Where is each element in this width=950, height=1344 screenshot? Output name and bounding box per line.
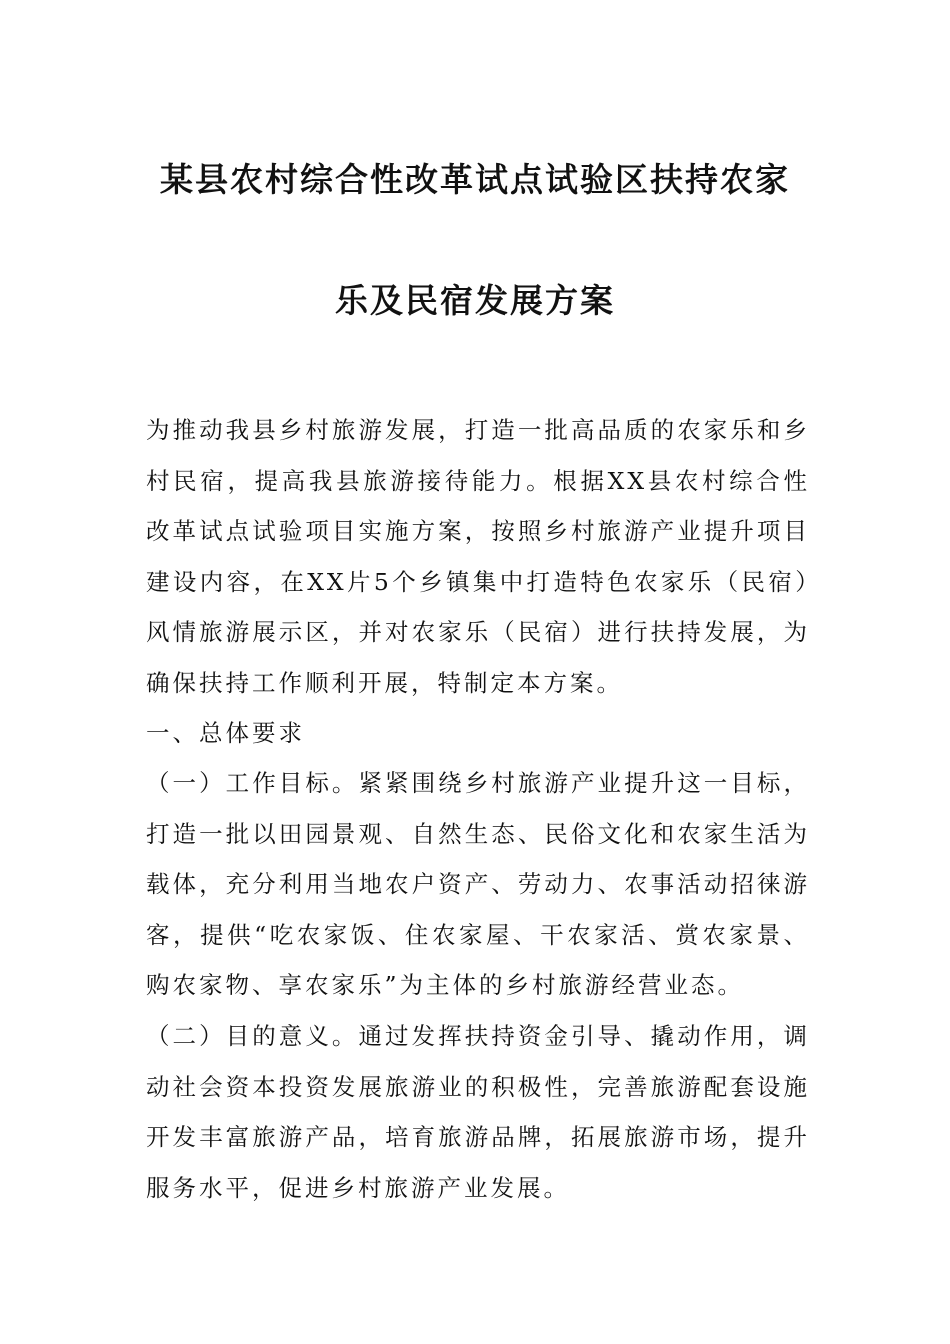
purpose-paragraph	[146, 1011, 810, 1213]
intro-text: 为推动我县乡村旅游发展，打造一批高品质的农家乐和乡村民宿，提高我县旅游接待能力。根据XX县农村综合性改革试点试验项目实施方案，按照乡村旅游产业提升项目建设内容，在XX片5个乡镇集中打造特色农家乐（民宿）风情旅游展示区，并对农家乐（民宿）进行扶持发展，为确保扶持工作顺利开展，特制定本方案。	[146, 416, 810, 697]
purpose-text: （二）目的意义。通过发挥扶持资金引导、撬动作用，调动社会资本投资发展旅游业的积极性，完善旅游配套设施开发丰富旅游产品，培育旅游品牌，拓展旅游市场，提升服务水平，促进乡村旅游产业发展。	[146, 1022, 810, 1202]
section-heading-text: 一、总体要求	[146, 719, 305, 747]
section-heading-overall-requirements	[146, 708, 810, 759]
document-title-line-2: 乐及民宿发展方案	[335, 281, 615, 320]
work-goal-text: （一）工作目标。紧紧围绕乡村旅游产业提升这一目标，打造一批以田园景观、自然生态、民俗文化和农家生活为载体，充分利用当地农户资产、劳动力、农事活动招徕游客，提供“吃农家饭、住农家屋、干农家活、赏农家景、购农家物、享农家乐”为主体的乡村旅游经营业态。	[146, 769, 810, 999]
work-goal-paragraph	[146, 758, 810, 1011]
intro-paragraph	[146, 405, 810, 708]
document-title-line-1: 某县农村综合性改革试点试验区扶持农家	[160, 160, 790, 199]
